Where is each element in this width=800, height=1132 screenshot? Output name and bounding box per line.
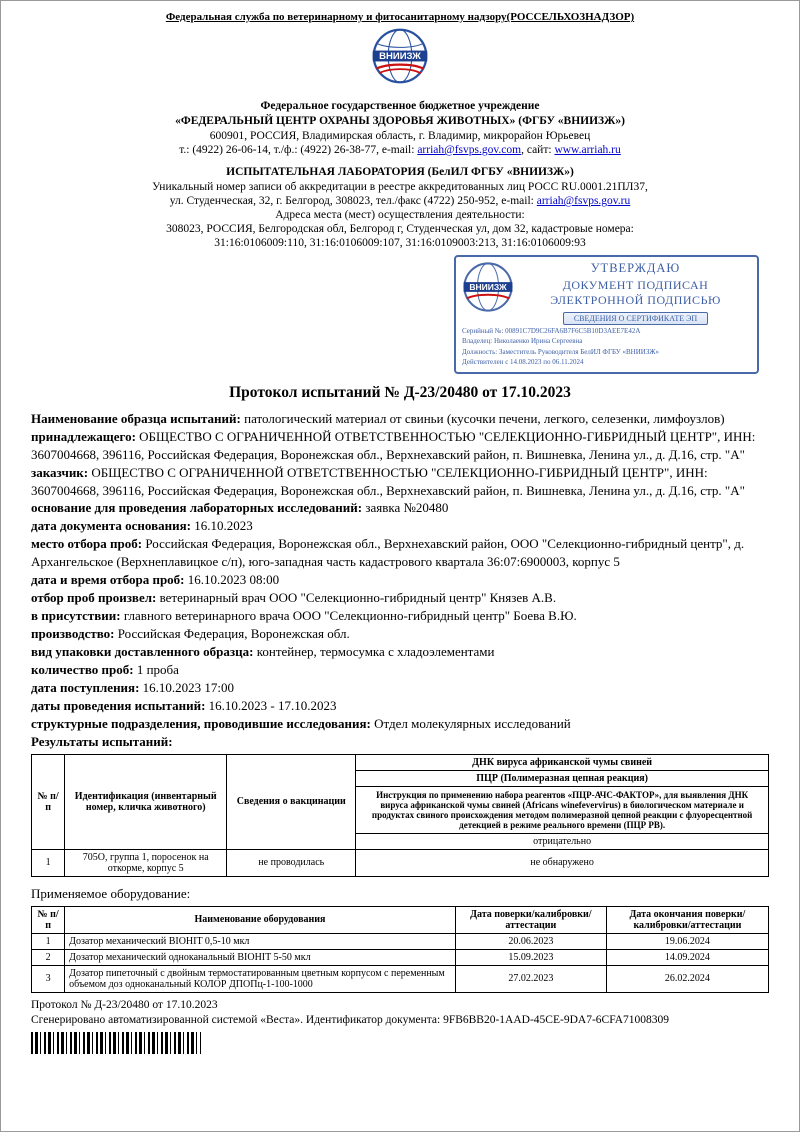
field-packaging <box>31 643 769 661</box>
site-sep: , сайт: <box>521 144 555 156</box>
field-value: Отдел молекулярных исследований <box>370 715 571 731</box>
results-col-vaccination: Сведения о вакцинации <box>227 754 356 849</box>
barcode <box>31 1032 201 1054</box>
contacts-prefix: т.: (4922) 26-06-14, т./ф.: (4922) 26-38-77, e-mail: <box>179 144 418 156</box>
stamp-owner: Владелец: Николаенко Ирина Сергеевна <box>462 337 583 346</box>
equip-col-number: № п/п <box>32 906 65 933</box>
field-basis-date <box>31 517 769 535</box>
accreditation: Уникальный номер записи об аккредитации в реестре аккредитованных лиц РОСС RU.0001.21ПЛ37, <box>152 181 648 193</box>
svg-text:ВНИИЗЖ: ВНИИЗЖ <box>469 281 507 292</box>
field-departments <box>31 715 769 733</box>
stamp-doc-line1: ДОКУМЕНТ ПОДПИСАН <box>562 278 709 292</box>
table-row <box>32 933 769 949</box>
field-label: отбор проб произвел: <box>31 590 157 606</box>
results-col-number: № п/п <box>32 754 65 849</box>
table-row <box>32 849 769 876</box>
lab-email-link[interactable]: arriah@fsvps.gov.ru <box>536 195 631 207</box>
stamp-position: Должность: Заместитель Руководителя БелИЛ ФГБУ «ВНИИЗЖ» <box>462 347 660 356</box>
results-header-method: Инструкция по применению набора реагентов «ПЦР-АЧС-ФАКТОР», для выявления ДНК вируса африканской чумы свиней (Africans winefevervirus) в биологическом материале и продуктах свиного происхождения методом полимеразной цепной реакции с флуоресцентной детекцией в режиме реального времени (ПЦР РВ). <box>356 786 769 833</box>
equip-row-number: 1 <box>32 933 65 949</box>
field-label: принадлежащего: <box>31 428 136 444</box>
field-sampling-datetime <box>31 571 769 589</box>
footer-protocol-number: Протокол № Д-23/20480 от 17.10.2023 <box>31 998 218 1011</box>
field-label: даты проведения испытаний: <box>31 697 206 713</box>
result-row-number: 1 <box>32 849 65 876</box>
activity-address: 308023, РОССИЯ, Белгородская обл, Белгород г, Студенческая ул, дом 32, кадастровые номера: <box>166 223 634 235</box>
site-link[interactable]: www.arriah.ru <box>554 144 621 156</box>
electronic-signature-stamp <box>454 255 759 374</box>
field-value: ОБЩЕСТВО С ОГРАНИЧЕННОЙ ОТВЕТСТВЕННОСТЬЮ "СЕЛЕКЦИОННО-ГИБРИДНЫЙ ЦЕНТР", ИНН: 3607004668, 396116, Российская Федерация, Воронежская обл., Верхнехавский район, п. Вишневка, Ленина ул., д. Д.16, стр. "А" <box>31 428 756 462</box>
field-label: дата документа основания: <box>31 518 191 534</box>
field-label: вид упаковки доставленного образца: <box>31 643 254 659</box>
field-value: Российская Федерация, Воронежская обл. <box>114 626 350 641</box>
field-label: дата поступления: <box>31 679 140 695</box>
field-value: главного ветеринарного врача ООО "Селекционно-гибридный центр" Боева В.Ю. <box>120 608 577 624</box>
field-value: 16.10.2023 08:00 <box>184 572 280 588</box>
result-row-identification: 705O, группа 1, поросенок на откорме, корпус 5 <box>65 849 227 876</box>
field-value: Российская Федерация, Воронежская обл., Верхнехавский район, ООО "Селекционно-гибридный центр", д. Архангельское (Верхнеплавицкое с/п), юго-западная часть кадастрового квартала 36:07:6900003, корпус 5 <box>31 536 745 570</box>
institution-type: Федеральное государственное бюджетное учреждение <box>260 100 540 112</box>
equip-row-name: Дозатор механический одноканальный BIOHIT 5-50 мкл <box>65 949 456 965</box>
field-sample-name <box>31 410 769 428</box>
equip-row-name: Дозатор механический BIOHIT 0,5-10 мкл <box>65 933 456 949</box>
field-sampling-place <box>31 535 769 571</box>
results-header-dna: ДНК вируса африканской чумы свиней <box>356 754 769 770</box>
results-header-norm: отрицательно <box>356 833 769 849</box>
equip-row-cal-date: 20.06.2023 <box>455 933 606 949</box>
field-sampled-by <box>31 589 769 607</box>
institution-address: 600901, РОССИЯ, Владимирская область, г. Владимир, микрорайон Юрьевец <box>209 130 591 142</box>
field-owner <box>31 428 769 464</box>
field-value: 1 проба <box>133 661 179 677</box>
equip-row-cal-end-date: 19.06.2024 <box>606 933 768 949</box>
results-col-identification: Идентификация (инвентарный номер, кличка животного) <box>65 754 227 849</box>
field-label: заказчик: <box>31 464 89 480</box>
equip-col-cal-date: Дата поверки/калибровки/аттестации <box>455 906 606 933</box>
field-label: место отбора проб: <box>31 536 143 552</box>
vniizh-logo-small <box>462 261 514 326</box>
equip-row-cal-end-date: 14.09.2024 <box>606 949 768 965</box>
email-link[interactable]: arriah@fsvps.gov.com <box>417 144 522 156</box>
result-row-vaccination: не проводилась <box>227 849 356 876</box>
activity-label: Адреса места (мест) осуществления деятельности: <box>275 209 525 221</box>
document-page <box>1 1 799 1054</box>
agency-header: Федеральная служба по ветеринарному и фитосанитарному надзору(РОССЕЛЬХОЗНАДЗОР) <box>165 11 635 23</box>
equip-row-cal-date: 15.09.2023 <box>455 949 606 965</box>
field-customer <box>31 464 769 500</box>
protocol-fields <box>31 410 769 751</box>
field-value: 16.10.2023 17:00 <box>139 679 235 695</box>
field-receipt-date <box>31 679 769 697</box>
equip-row-number: 2 <box>32 949 65 965</box>
equip-row-number: 3 <box>32 965 65 992</box>
field-label: производство: <box>31 626 115 641</box>
field-label: в присутствии: <box>31 608 121 624</box>
stamp-cert-header: СВЕДЕНИЯ О СЕРТИФИКАТЕ ЭП <box>563 312 708 325</box>
equip-row-name: Дозатор пипеточный с двойным термостатированным цветным корпусом с переменным объемом доз одноканальный КОЛОР ДПОПц-1-100-1000 <box>65 965 456 992</box>
page-footer <box>31 998 769 1054</box>
field-sample-count <box>31 661 769 679</box>
stamp-serial: Серийный №: 00891C7D9C26FA6B7F6C5B10D3AEE7E42A <box>462 327 641 335</box>
equipment-table <box>31 906 769 993</box>
svg-text:ВНИИЗЖ: ВНИИЗЖ <box>379 51 421 63</box>
field-production <box>31 625 769 643</box>
field-in-presence <box>31 607 769 625</box>
field-basis <box>31 499 769 517</box>
field-value: контейнер, термосумка с хладоэлементами <box>253 643 495 659</box>
stamp-approve: УТВЕРЖДАЮ <box>590 261 681 275</box>
lab-contacts <box>31 195 769 207</box>
equip-col-name: Наименование оборудования <box>65 906 456 933</box>
field-value: заявка №20480 <box>362 500 449 516</box>
field-value: ветеринарный врач ООО "Селекционно-гибридный центр" Князев А.В. <box>156 590 557 606</box>
stamp-doc-line2: ЭЛЕКТРОННОЙ ПОДПИСЬЮ <box>550 293 721 307</box>
equip-row-cal-date: 27.02.2023 <box>455 965 606 992</box>
footer-generated-note: Сгенерировано автоматизированной системой «Веста». Идентификатор документа: 9FB6BB20-1AAD-45CE-9DA7-6CFA71008309 <box>31 1014 670 1027</box>
results-header-pcr: ПЦР (Полимеразная цепная реакция) <box>356 770 769 786</box>
equipment-heading: Применяемое оборудование: <box>31 885 191 901</box>
field-label: Наименование образца испытаний: <box>31 410 241 426</box>
results-table <box>31 754 769 877</box>
field-label: количество проб: <box>31 661 134 677</box>
result-row-result: не обнаружено <box>356 849 769 876</box>
lab-name: ИСПЫТАТЕЛЬНАЯ ЛАБОРАТОРИЯ (БелИЛ ФГБУ «ВНИИЗЖ») <box>226 166 574 178</box>
field-test-dates <box>31 697 769 715</box>
cadastral-numbers: 31:16:0106009:110, 31:16:0106009:107, 31:16:0109003:213, 31:16:0106009:93 <box>214 237 586 249</box>
vniizh-logo <box>371 27 429 90</box>
field-value: 16.10.2023 - 17.10.2023 <box>205 697 337 713</box>
field-label: дата и время отбора проб: <box>31 572 185 588</box>
stamp-validity: Действителен с 14.08.2023 по 06.11.2024 <box>462 358 584 367</box>
institution-contacts <box>31 144 769 156</box>
field-value: ОБЩЕСТВО С ОГРАНИЧЕННОЙ ОТВЕТСТВЕННОСТЬЮ "СЕЛЕКЦИОННО-ГИБРИДНЫЙ ЦЕНТР", ИНН: 3607004668, 396116, Российская Федерация, Воронежская обл., Верхнехавский район, п. Вишневка, Ленина ул., д. Д.16, стр. "А" <box>31 464 745 498</box>
table-row <box>32 949 769 965</box>
equip-col-cal-end-date: Дата окончания поверки/калибровки/аттестации <box>606 906 768 933</box>
institution-name: «ФЕДЕРАЛЬНЫЙ ЦЕНТР ОХРАНЫ ЗДОРОВЬЯ ЖИВОТНЫХ» (ФГБУ «ВНИИЗЖ») <box>175 115 625 127</box>
results-heading: Результаты испытаний: <box>31 733 173 749</box>
field-label: основание для проведения лабораторных исследований: <box>31 500 363 516</box>
table-row <box>32 965 769 992</box>
protocol-title: Протокол испытаний № Д-23/20480 от 17.10.2023 <box>229 383 571 401</box>
field-label: структурные подразделения, проводившие исследования: <box>31 715 371 731</box>
field-value: патологический материал от свиньи (кусочки печени, легкого, селезенки, лимфоузлов) <box>240 410 725 426</box>
field-value: 16.10.2023 <box>190 518 253 534</box>
lab-address-prefix: ул. Студенческая, 32, г. Белгород, 308023, тел./факс (4722) 250-952, e-mail: <box>169 195 537 207</box>
equip-row-cal-end-date: 26.02.2024 <box>606 965 768 992</box>
